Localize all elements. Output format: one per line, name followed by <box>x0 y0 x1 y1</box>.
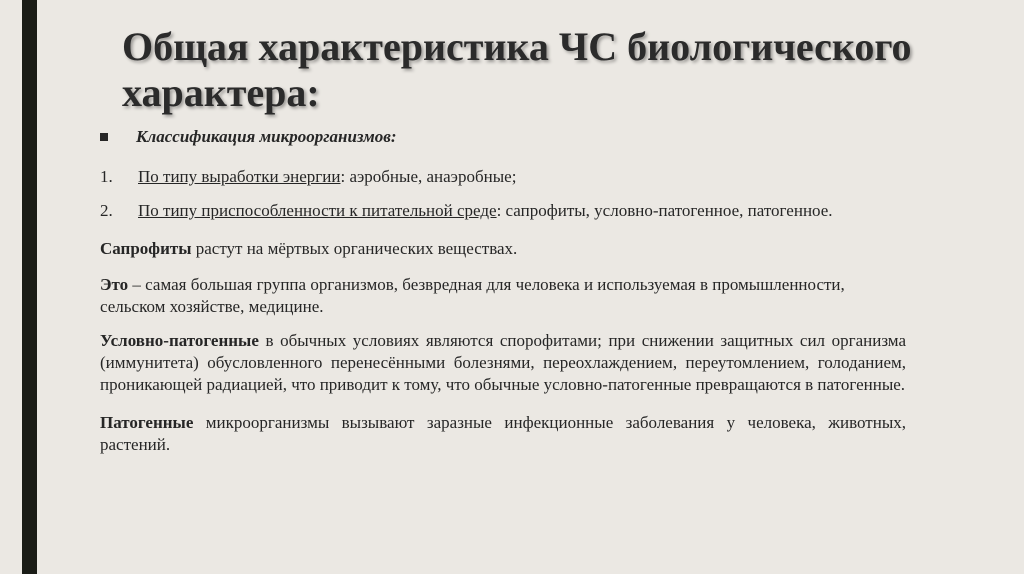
paragraph-pathogenic <box>100 412 906 456</box>
list-item-text: : сапрофиты, условно-патогенное, патогенное. <box>496 201 833 220</box>
paragraph-text: в обычных условиях являются спорофитами; при снижении защитных сил организма (иммунитета) обусловленного перенесёнными болезнями, переохлаждением, переутомлением, голоданием, проникающей радиацией, что приводит к тому, что обычные условно-патогенные превращаются в патогенные. <box>100 331 906 394</box>
paragraph-text: микроорганизмы вызывают заразные инфекционные заболевания у человека, животных, растений. <box>100 413 906 454</box>
square-bullet-icon <box>100 133 108 141</box>
paragraph-saprophytes <box>100 238 906 260</box>
left-accent-bar <box>22 0 37 574</box>
slide-content <box>100 126 906 456</box>
paragraph-term: Сапрофиты <box>100 239 192 258</box>
paragraph-term: Это <box>100 275 129 294</box>
list-number: 2. <box>100 201 113 220</box>
list-number: 1. <box>100 167 113 186</box>
paragraph-largest-group <box>100 274 906 318</box>
list-item-term: По типу выработки энергии <box>138 167 341 186</box>
slide-title: Общая характеристика ЧС биологического характера: <box>122 24 912 115</box>
classification-bullet <box>100 126 906 152</box>
paragraph-term: Условно-патогенные <box>100 331 259 350</box>
list-item-nutrition <box>100 200 906 222</box>
list-item-term: По типу приспособленности к питательной среде <box>138 201 497 220</box>
paragraph-text: – самая большая группа организмов, безвредная для человека и используемая в промышленности, сельском хозяйстве, медицине. <box>100 275 845 316</box>
list-item-energy <box>100 166 906 188</box>
paragraph-opportunistic <box>100 330 906 396</box>
list-item-text: : аэробные, анаэробные; <box>340 167 517 186</box>
paragraph-text: растут на мёртвых органических веществах. <box>191 239 518 258</box>
classification-heading: Классификация микроорганизмов: <box>136 127 397 146</box>
paragraph-term: Патогенные <box>100 413 194 432</box>
